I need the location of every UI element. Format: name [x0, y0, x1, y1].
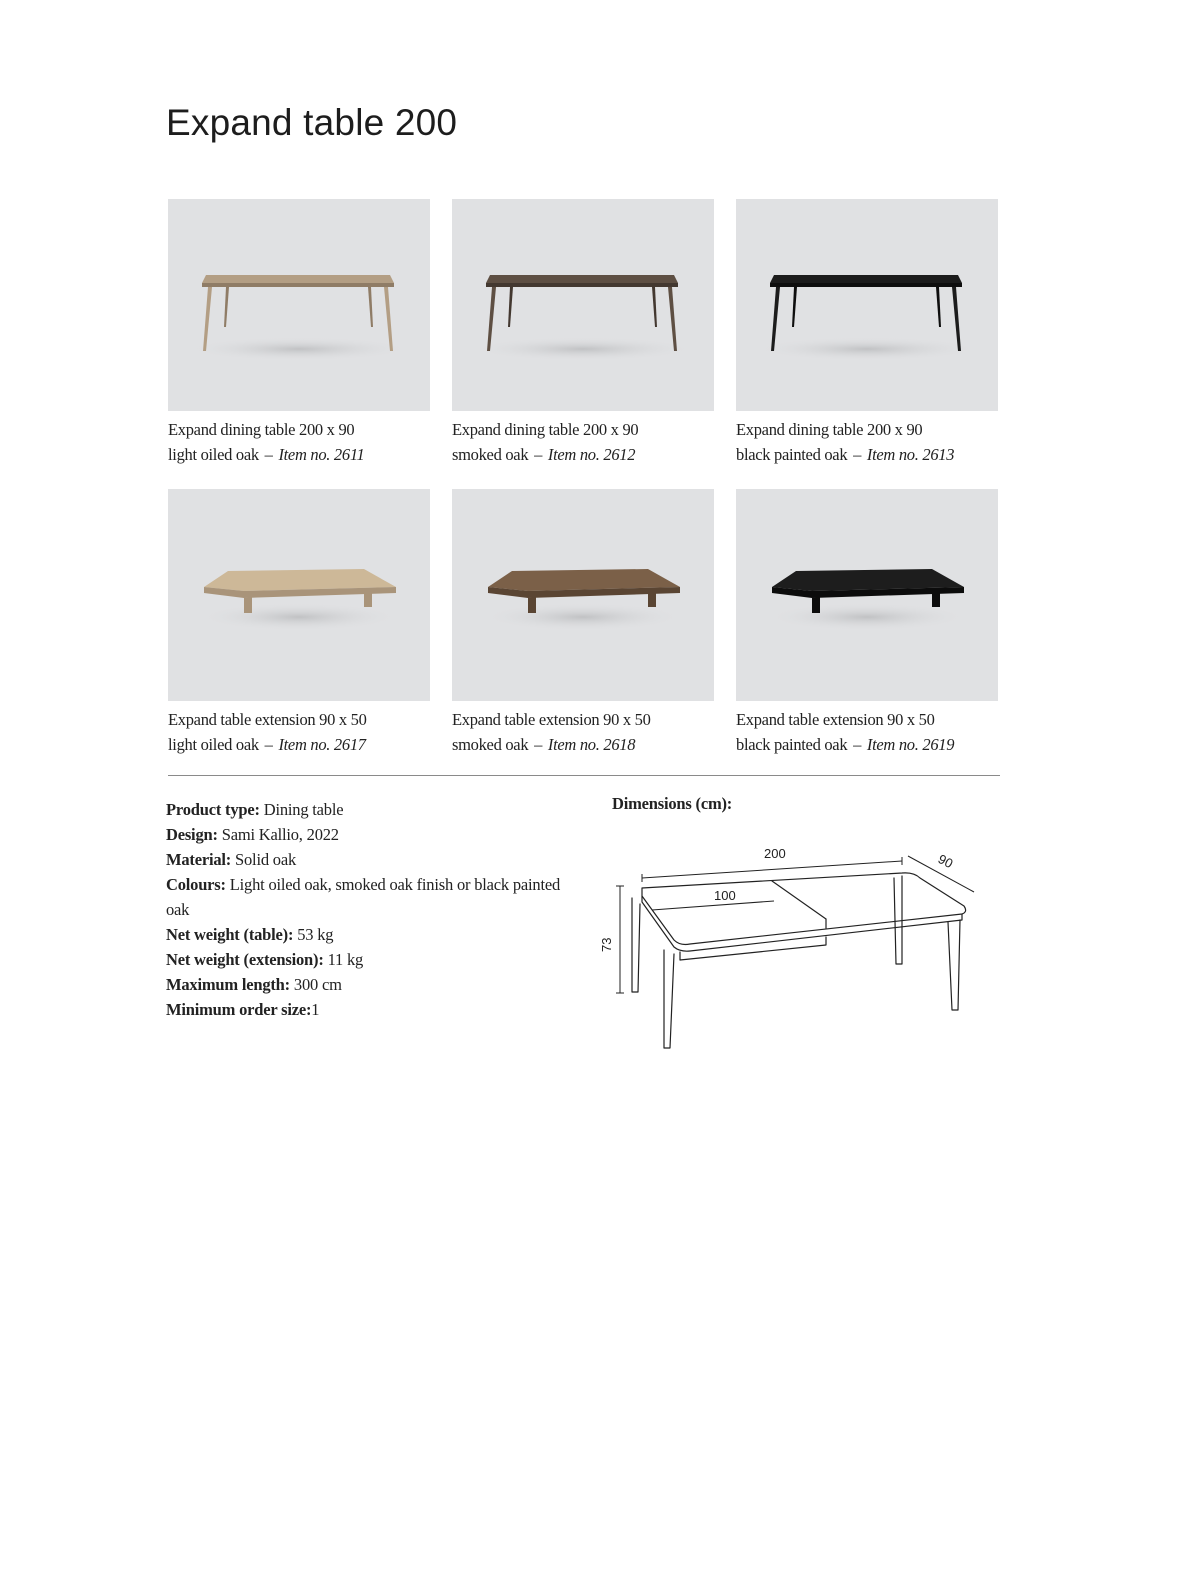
- table-leg: [203, 287, 212, 351]
- table-top-edge: [642, 896, 962, 951]
- extension-support: [244, 597, 252, 613]
- spec-list: [166, 797, 566, 1022]
- extension-support: [528, 597, 536, 613]
- product-illustration: [168, 199, 430, 411]
- table-leg: [368, 287, 373, 327]
- floor-shadow: [483, 603, 683, 631]
- product-card: [168, 199, 430, 467]
- product-illustration: [736, 199, 998, 411]
- page-title: Expand table 200: [166, 102, 458, 143]
- product-photo: [736, 199, 998, 411]
- spec-net-weight-extension: Net weight (extension): 11 kg: [166, 950, 364, 969]
- item-number: Item no. 2611: [278, 445, 365, 464]
- spec-minimum-order: Minimum order size:1: [166, 1000, 320, 1019]
- leg-front-right: [948, 920, 960, 1010]
- extension-support: [648, 593, 656, 607]
- floor-shadow: [187, 337, 411, 361]
- table-leg: [936, 287, 941, 327]
- item-number: Item no. 2619: [866, 735, 955, 754]
- product-illustration: [736, 489, 998, 701]
- length-label: 200: [764, 846, 786, 861]
- table-top: [770, 275, 962, 283]
- extension-support: [364, 593, 372, 607]
- spec-material: Material: Solid oak: [166, 850, 297, 869]
- table-top: [486, 275, 678, 283]
- product-photo: [168, 199, 430, 411]
- floor-shadow: [767, 603, 967, 631]
- product-name: Expand table extension 90 x 50: [452, 710, 651, 729]
- extension-top: [204, 569, 396, 591]
- product-card: [736, 489, 998, 757]
- dimension-drawing: [599, 846, 1004, 1072]
- product-name: Expand dining table 200 x 90: [736, 420, 923, 439]
- table-leg: [771, 287, 780, 351]
- leg-back-right: [894, 876, 902, 964]
- extensions-row: [168, 489, 1002, 757]
- product-caption: Expand dining table 200 x 90 black painted oak – Item no. 2613: [736, 417, 998, 467]
- extension-top: [772, 569, 964, 591]
- spec-design: Design: Sami Kallio, 2022: [166, 825, 339, 844]
- product-finish: black painted oak: [736, 735, 848, 754]
- product-name: Expand dining table 200 x 90: [168, 420, 355, 439]
- product-illustration: [168, 489, 430, 701]
- table-top-outline: [642, 873, 966, 945]
- product-finish: smoked oak: [452, 445, 529, 464]
- product-photo: [452, 199, 714, 411]
- floor-shadow: [199, 603, 399, 631]
- product-card: [168, 489, 430, 757]
- item-number: Item no. 2618: [547, 735, 636, 754]
- spec-maximum-length: Maximum length: 300 cm: [166, 975, 342, 994]
- dimensions-heading: Dimensions (cm):: [612, 794, 733, 813]
- product-photo: [452, 489, 714, 701]
- product-finish: black painted oak: [736, 445, 848, 464]
- table-top-edge: [486, 283, 678, 287]
- floor-shadow: [471, 337, 695, 361]
- depth-label: 90: [935, 851, 956, 872]
- product-finish: smoked oak: [452, 735, 529, 754]
- item-number: Item no. 2613: [866, 445, 955, 464]
- extension-dimension-line: [652, 901, 774, 910]
- apron: [680, 937, 826, 960]
- product-photo: [168, 489, 430, 701]
- table-leg: [508, 287, 513, 327]
- item-number: Item no. 2612: [547, 445, 636, 464]
- table-leg: [224, 287, 229, 327]
- table-top-edge: [202, 283, 394, 287]
- table-leg: [792, 287, 797, 327]
- product-card: [452, 199, 714, 467]
- extension-support: [932, 593, 940, 607]
- product-illustration: [452, 489, 714, 701]
- leg-back-left: [632, 898, 640, 992]
- item-number: Item no. 2617: [278, 735, 366, 754]
- product-caption: Expand dining table 200 x 90 smoked oak – Item no. 2612: [452, 417, 714, 467]
- spec-colours: Colours: Light oiled oak, smoked oak finish or black painted oak: [166, 875, 561, 919]
- product-caption: Expand table extension 90 x 50 smoked oak – Item no. 2618: [452, 707, 714, 757]
- section-divider: [168, 775, 1000, 776]
- product-grid: [168, 199, 1002, 757]
- extension-top: [488, 569, 680, 591]
- spec-product-type: Product type: Dining table: [166, 800, 344, 819]
- product-caption: Expand dining table 200 x 90 light oiled oak – Item no. 2611: [168, 417, 430, 467]
- extension-seam: [772, 881, 826, 919]
- leg-front-left: [664, 950, 674, 1048]
- table-leg: [487, 287, 496, 351]
- table-leg: [652, 287, 657, 327]
- tables-row: [168, 199, 1002, 467]
- extension-label: 100: [714, 888, 736, 903]
- product-photo: [736, 489, 998, 701]
- product-finish: light oiled oak: [168, 445, 259, 464]
- product-illustration: [452, 199, 714, 411]
- product-name: Expand table extension 90 x 50: [168, 710, 367, 729]
- floor-shadow: [755, 337, 979, 361]
- extension-support: [812, 597, 820, 613]
- product-card: [452, 489, 714, 757]
- height-label: 73: [599, 937, 614, 952]
- product-caption: Expand table extension 90 x 50 black painted oak – Item no. 2619: [736, 707, 998, 757]
- product-caption: Expand table extension 90 x 50 light oiled oak – Item no. 2617: [168, 707, 430, 757]
- product-card: [736, 199, 998, 467]
- spec-net-weight-table: Net weight (table): 53 kg: [166, 925, 334, 944]
- table-top: [202, 275, 394, 283]
- product-name: Expand dining table 200 x 90: [452, 420, 639, 439]
- product-name: Expand table extension 90 x 50: [736, 710, 935, 729]
- table-top-edge: [770, 283, 962, 287]
- product-finish: light oiled oak: [168, 735, 259, 754]
